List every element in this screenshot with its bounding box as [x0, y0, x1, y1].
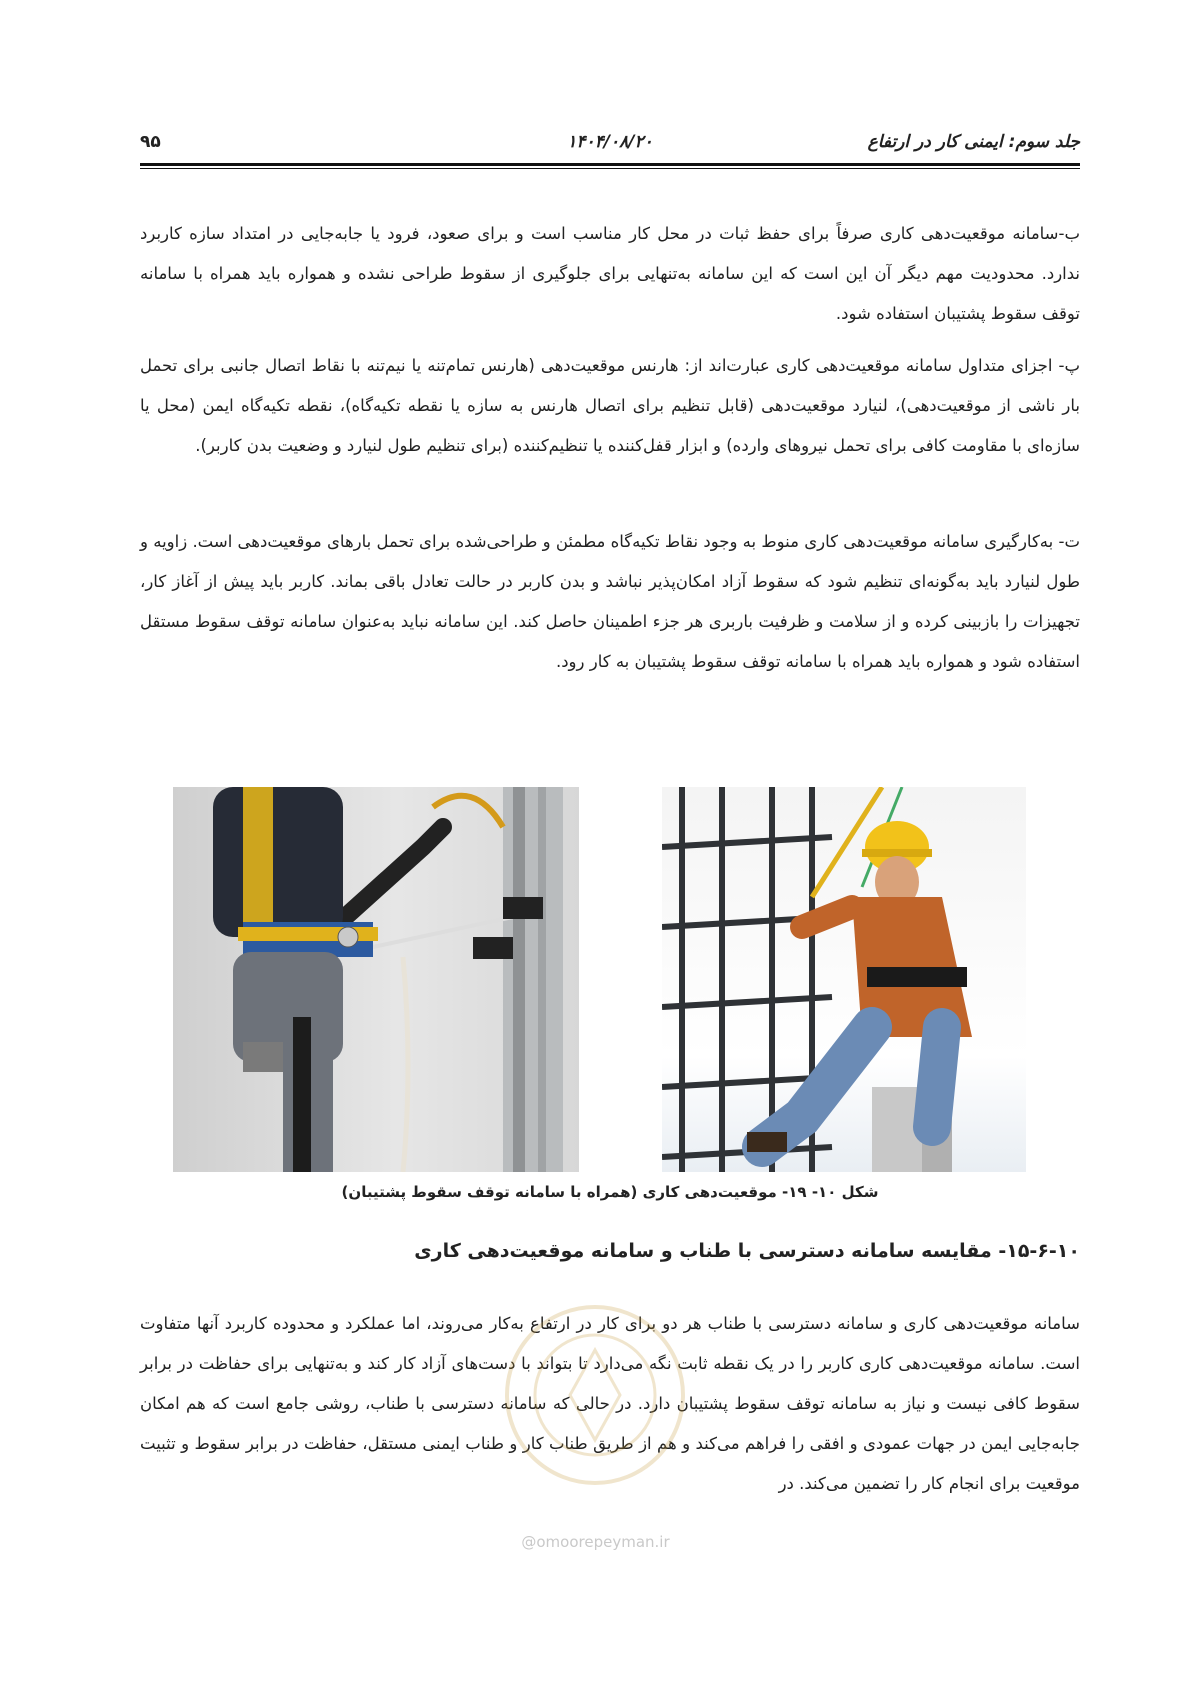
photo-worker-climbing-rebar	[662, 787, 1026, 1172]
paragraph-b-text: ب-سامانه موقعیت‌دهی کاری صرفاً برای حفظ ثبات در محل کار مناسب است و برای صعود، فرود یا جابه‌جایی در امتداد سازه کاربرد ندارد. محدودیت مهم دیگر آن این است که این سامانه به‌تنهایی برای جلوگیری از سقوط طراحی نشده و همواره باید همراه با سامانه توقف سقوط پشتیبان استفاده شود.	[140, 224, 1080, 323]
header-date: ۱۴۰۴/۰۸/۲۰	[567, 132, 653, 152]
page-header	[140, 128, 1080, 164]
watermark-seal-icon	[500, 1300, 690, 1490]
paragraph-section-text: سامانه موقعیت‌دهی کاری و سامانه دسترسی با طناب هر دو برای کار در ارتفاع به‌کار می‌روند، اما عملکرد و محدوده کاربرد آنها متفاوت است. سامانه موقعیت‌دهی کاری کاربر را در یک نقطه ثابت نگه می‌دارد تا بتواند با دست‌های آزاد کار کند و به‌تنهایی برای حفاظت در برابر سقوط کافی نیست و نیاز به سامانه توقف سقوط پشتیبان دارد. در حالی که سامانه دسترسی با طناب، روشی جامع است که هم امکان جابه‌جایی ایمن در جهات عمودی و افقی را فراهم می‌کند و هم از طریق طناب کار و طناب ایمنی مستقل، حفاظت در برابر سقوط و تثبیت موقعیت برای انجام کار را تضمین می‌کند. در	[140, 1314, 1080, 1493]
page-number: ۹۵	[140, 132, 161, 152]
book-title: جلد سوم: ایمنی کار در ارتفاع	[867, 132, 1080, 152]
paragraph-p	[140, 346, 1080, 466]
header-rule-thick	[140, 163, 1080, 166]
paragraph-p-text: پ- اجزای متداول سامانه موقعیت‌دهی کاری عبارت‌اند از: هارنس موقعیت‌دهی (هارنس تمام‌تنه یا نیم‌تنه با نقاط اتصال جانبی برای تحمل بار ناشی از موقعیت‌دهی)، لنیارد موقعیت‌دهی (قابل تنظیم برای اتصال هارنس به سازه یا نقطه تکیه‌گاه)، نقطه تکیه‌گاه ایمن (محل یا سازه‌ای با مقاومت کافی برای تحمل نیروهای وارده) و ابزار قفل‌کننده یا تنظیم‌کننده (برای تنظیم طول لنیارد و وضعیت بدن کاربر).	[140, 356, 1080, 455]
section-heading: ۱۵-۶-۱۰- مقایسه سامانه دسترسی با طناب و سامانه موقعیت‌دهی کاری	[414, 1240, 1080, 1262]
paragraph-t	[140, 522, 1080, 682]
figure-caption: شکل ۱۰- ۱۹- موقعیت‌دهی کاری (همراه با سامانه توقف سقوط پشتیبان)	[341, 1183, 879, 1201]
photo-worker-positioning-wall	[173, 787, 579, 1172]
header-rule-thin	[140, 168, 1080, 169]
paragraph-t-text: ت- به‌کارگیری سامانه موقعیت‌دهی کاری منوط به وجود نقاط تکیه‌گاه مطمئن و طراحی‌شده برای تحمل بارهای موقعیت‌دهی است. زاویه و طول لنیارد باید به‌گونه‌ای تنظیم شود که سقوط آزاد امکان‌پذیر نباشد و بدن کاربر در حالت تعادل باقی بماند. کاربر باید پیش از آغاز کار، تجهیزات را بازبینی کرده و از سلامت و ظرفیت باربری هر جزء اطمینان حاصل کند. این سامانه نباید به‌عنوان سامانه توقف سقوط مستقل استفاده شود و همواره باید همراه با سامانه توقف سقوط پشتیبان به کار رود.	[140, 532, 1080, 671]
watermark-text: @omoorepeyman.ir	[521, 1533, 670, 1551]
paragraph-b	[140, 214, 1080, 334]
